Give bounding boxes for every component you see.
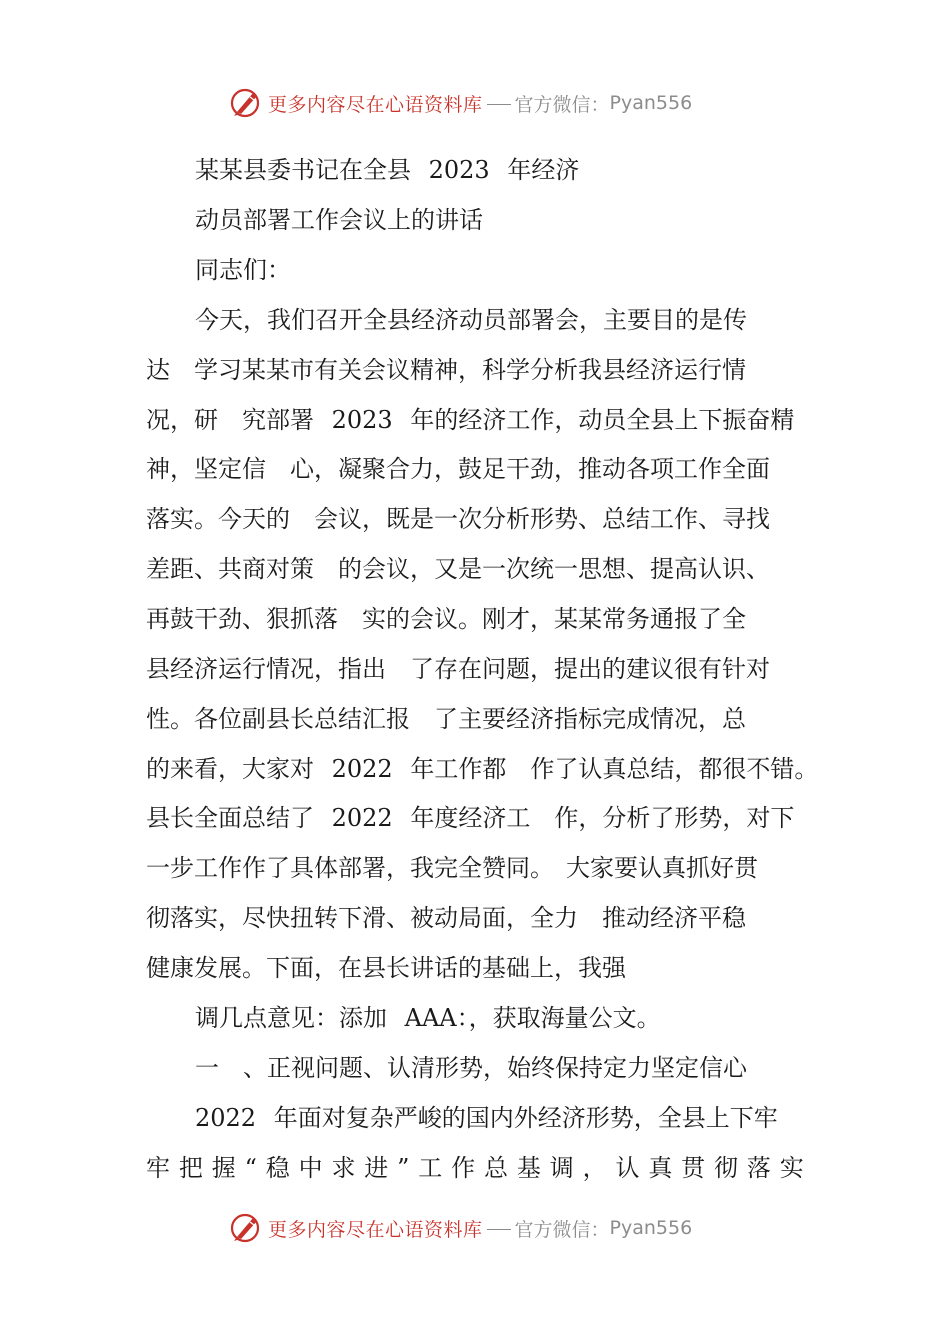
justified-character: 把: [178, 1154, 203, 1182]
paragraph-1-line: 县长全面总结了 2022 年度经济工 作，分析了形势，对下: [146, 804, 795, 832]
banner-official-label: 官方微信：: [514, 93, 610, 116]
banner-wechat-id: Pyan556: [609, 1217, 693, 1239]
justified-character: 牢: [146, 1154, 170, 1182]
justified-character: ”: [397, 1154, 410, 1182]
justified-character: 实: [779, 1154, 804, 1182]
paragraph-1-line: 神，坚定信 心，凝聚合力，鼓足干劲，推动各项工作全面: [146, 455, 770, 483]
banner-official-label: 官方微信：: [514, 1218, 610, 1241]
banner-divider: [487, 1229, 511, 1230]
paragraph-1-line: 今天，我们召开全县经济动员部署会，主要目的是传: [195, 306, 747, 334]
paragraph-1-line: 差距、共商对策 的会议，又是一次统一思想、提高认识、: [146, 555, 770, 583]
paragraph-1-line: 落实。今天的 会议，既是一次分析形势、总结工作、寻找: [146, 505, 770, 533]
watermark-banner-bottom: [228, 1208, 692, 1248]
justified-character: 真: [648, 1154, 673, 1182]
justified-character: 作: [451, 1154, 476, 1182]
quill-pen-logo-icon: [228, 1210, 264, 1246]
justified-character: 调: [549, 1154, 574, 1182]
section-1-heading: 一 、正视问题、认清形势，始终保持定力坚定信心: [195, 1054, 747, 1082]
paragraph-2: 调几点意见：添加 AAA：，获取海量公文。: [195, 1004, 661, 1032]
paragraph-1-line: 彻落实，尽快扭转下滑、被动局面，全力 推动经济平稳: [146, 904, 746, 932]
justified-character: 工: [418, 1154, 443, 1182]
paragraph-1-line: 县经济运行情况，指出 了存在问题，提出的建议很有针对: [146, 655, 770, 683]
watermark-banner-top: [228, 83, 692, 123]
justified-character: 落: [746, 1154, 771, 1182]
justified-character: ，: [582, 1154, 607, 1182]
quill-pen-logo-icon: [228, 85, 264, 121]
banner-main-text: 更多内容尽在心语资料库: [268, 1218, 483, 1241]
salutation: 同志们：: [195, 256, 291, 284]
justified-character: 贯: [681, 1154, 706, 1182]
justified-character: 总: [484, 1154, 509, 1182]
paragraph-1-line: 健康发展。下面，在县长讲话的基础上，我强: [146, 954, 626, 982]
banner-divider: [487, 104, 511, 105]
justified-character: 握: [211, 1154, 236, 1182]
justified-character: 中: [298, 1154, 323, 1182]
justified-character: 认: [615, 1154, 640, 1182]
document-title-line-1: 某某县委书记在全县 2023 年经济: [195, 156, 580, 184]
paragraph-1-line: 一步工作作了具体部署，我完全赞同。 大家要认真抓好贯: [146, 854, 758, 882]
justified-character: 求: [331, 1154, 356, 1182]
justified-character: 基: [516, 1154, 541, 1182]
paragraph-1-line: 达 学习某某市有关会议精神，科学分析我县经济运行情: [146, 356, 746, 384]
justified-character: 彻: [714, 1154, 739, 1182]
document-title-line-2: 动员部署工作会议上的讲话: [195, 206, 483, 234]
paragraph-3-line: 2022 年面对复杂严峻的国内外经济形势，全县上下牢: [195, 1104, 778, 1132]
banner-main-text: 更多内容尽在心语资料库: [268, 93, 483, 116]
paragraph-1-line: 再鼓干劲、狠抓落 实的会议。刚才，某某常务通报了全: [146, 605, 746, 633]
paragraph-1-line: 的来看，大家对 2022 年工作都 作了认真总结，都很不错。: [146, 755, 819, 783]
justified-character: “: [244, 1154, 257, 1182]
paragraph-1-line: 性。各位副县长总结汇报 了主要经济指标完成情况，总: [146, 705, 746, 733]
banner-wechat-id: Pyan556: [609, 92, 693, 114]
paragraph-1-line: 况，研 究部署 2023 年的经济工作，动员全县上下振奋精: [146, 406, 795, 434]
justified-character: 稳: [265, 1154, 290, 1182]
justified-character: 进: [364, 1154, 389, 1182]
paragraph-3-line-justified: [146, 1151, 804, 1185]
